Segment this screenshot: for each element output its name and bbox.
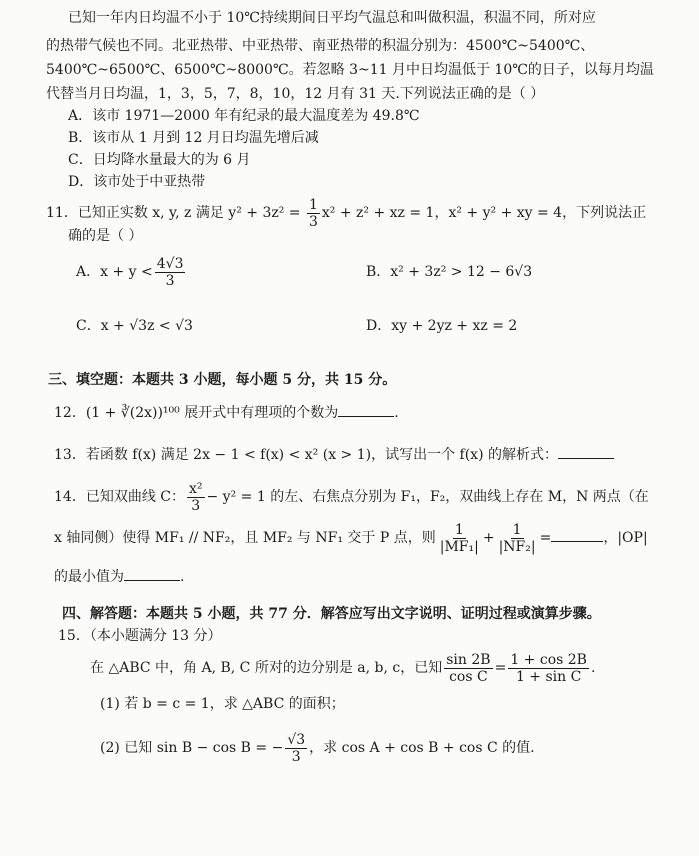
q15-stem-start: 在 △ABC 中，角 A, B, C 所对的边分别是 a, b, c，已知 bbox=[90, 660, 443, 676]
q10-intro-line-4: 代替当月日均温，1，3，5，7，8，10，12 月有 31 天.下列说法正确的是（ ） bbox=[46, 86, 545, 102]
q12 bbox=[54, 402, 399, 423]
q11-stem-rest: x² + z² + xz = 1，x² + y² + xy = 4，下列说法正 bbox=[321, 205, 647, 221]
q15-part-1: (1) 若 b = c = 1，求 △ABC 的面积； bbox=[100, 696, 345, 712]
q14-line-3 bbox=[54, 566, 184, 587]
q15-part-2 bbox=[100, 730, 535, 766]
q14-l3-end: . bbox=[180, 569, 185, 585]
q14-hyperbola-fraction bbox=[187, 481, 205, 514]
q15-p2-den: 3 bbox=[291, 748, 301, 765]
q15-p2-rest: ，求 cos A + cos B + cos C 的值. bbox=[309, 740, 535, 756]
q12-answer-blank[interactable] bbox=[338, 402, 394, 417]
q10-option-b: B．该市从 1 月到 12 月日均温先增后减 bbox=[68, 130, 319, 146]
q10-intro-line-2: 的热带气候也不同。北亚热带、中亚热带、南亚热带的积温分别为：4500℃~5400℃、 bbox=[46, 38, 595, 54]
q11-option-c: C．x + √3z < √3 bbox=[76, 318, 193, 334]
q11-option-d: D．xy + 2yz + xz = 2 bbox=[366, 318, 518, 334]
q11-fraction bbox=[307, 197, 320, 230]
q14-op: ，|OP| bbox=[603, 530, 648, 546]
q11-frac-den: 3 bbox=[308, 213, 318, 230]
q14-f2-den: |NF₂| bbox=[498, 538, 536, 555]
section-3-heading: 三、填空题：本题共 3 小题，每小题 5 分，共 15 分。 bbox=[48, 372, 397, 388]
q11-option-a-den: 3 bbox=[165, 272, 175, 289]
q14-l3-text: 的最小值为 bbox=[54, 569, 124, 585]
q11-stem bbox=[46, 196, 646, 230]
q14-fraction-1 bbox=[438, 522, 481, 555]
q11-frac-num: 1 bbox=[308, 196, 318, 213]
q14-answer-blank-1[interactable] bbox=[551, 527, 603, 542]
q14-f1-num: 1 bbox=[454, 521, 464, 538]
q13-text: 13．若函数 f(x) 满足 2x − 1 < f(x) < x² (x > 1)，试写出一个 f(x) 的解析式： bbox=[54, 447, 558, 463]
q15-stem-end: . bbox=[590, 660, 596, 676]
q14-f1-den: |MF₁| bbox=[439, 538, 479, 555]
q14-l1-rest: − y² = 1 的左、右焦点分别为 F₁，F₂，双曲线上存在 M，N 两点（在 bbox=[206, 489, 649, 505]
q11-option-a-fraction bbox=[155, 256, 186, 289]
q13 bbox=[54, 444, 614, 465]
q11-line-2: 确的是（ ） bbox=[68, 228, 143, 244]
q10-intro-line-1: 已知一年内日均温不小于 10℃持续期间日平均气温总和叫做积温，积温不同，所对应 bbox=[68, 10, 596, 26]
q14-equals: = bbox=[539, 530, 552, 546]
q10-option-c: C．日均降水量最大的为 6 月 bbox=[68, 152, 251, 168]
q13-answer-blank[interactable] bbox=[558, 444, 614, 459]
q15-fraction-1 bbox=[444, 652, 492, 685]
section-4-heading: 四、解答题：本题共 5 小题，共 77 分．解答应写出文字说明、证明过程或演算步骤。 bbox=[62, 606, 601, 622]
q15-p2-num: √3 bbox=[287, 731, 306, 748]
q14-frac-den: 3 bbox=[191, 497, 201, 514]
q15-fraction-2 bbox=[508, 652, 589, 685]
q14-line-2 bbox=[54, 520, 648, 556]
q12-end: . bbox=[394, 405, 399, 421]
q15-f1-num: sin 2B bbox=[446, 651, 491, 668]
q14-line-1 bbox=[54, 480, 649, 514]
q15-p2-start: (2) 已知 sin B − cos B = − bbox=[100, 740, 284, 756]
q11-option-a-num: 4√3 bbox=[156, 255, 184, 272]
q15-f2-num: 1 + cos 2B bbox=[510, 651, 587, 668]
q11-option-b: B．x² + 3z² > 12 − 6√3 bbox=[366, 264, 533, 280]
q14-fraction-2 bbox=[497, 522, 538, 555]
q15-heading: 15．（本小题满分 13 分） bbox=[58, 628, 222, 644]
q10-option-a: A．该市 1971—2000 年有纪录的最大温度差为 49.8℃ bbox=[68, 108, 420, 124]
q15-p2-fraction bbox=[285, 732, 307, 765]
q12-text: 12．(1 + ∛(2x))¹⁰⁰ 展开式中有理项的个数为 bbox=[54, 405, 339, 421]
q10-option-d: D．该市处于中亚热带 bbox=[68, 174, 206, 190]
q14-l2-start: x 轴同侧）使得 MF₁ // NF₂，且 MF₂ 与 NF₁ 交于 P 点，则 bbox=[54, 530, 436, 546]
q11-option-a bbox=[76, 254, 187, 290]
q15-equals: = bbox=[494, 660, 507, 676]
q14-f2-num: 1 bbox=[512, 521, 522, 538]
q15-f1-den: cos C bbox=[449, 668, 488, 685]
q11-option-a-text: A．x + y < bbox=[76, 264, 153, 280]
q10-intro-line-3: 5400℃~6500℃、6500℃~8000℃。若忽略 3~11 月中日均温低于 10℃的日子，以每月均温 bbox=[46, 62, 654, 78]
q11-stem-start: 11．已知正实数 x, y, z 满足 y² + 3z² = bbox=[46, 205, 305, 221]
q14-answer-blank-2[interactable] bbox=[124, 566, 180, 581]
q15-stem bbox=[90, 650, 595, 686]
q15-f2-den: 1 + sin C bbox=[515, 668, 582, 685]
q14-frac-num: x² bbox=[188, 480, 203, 497]
q14-l1-start: 14．已知双曲线 C： bbox=[54, 489, 185, 505]
q14-plus: + bbox=[482, 530, 495, 546]
